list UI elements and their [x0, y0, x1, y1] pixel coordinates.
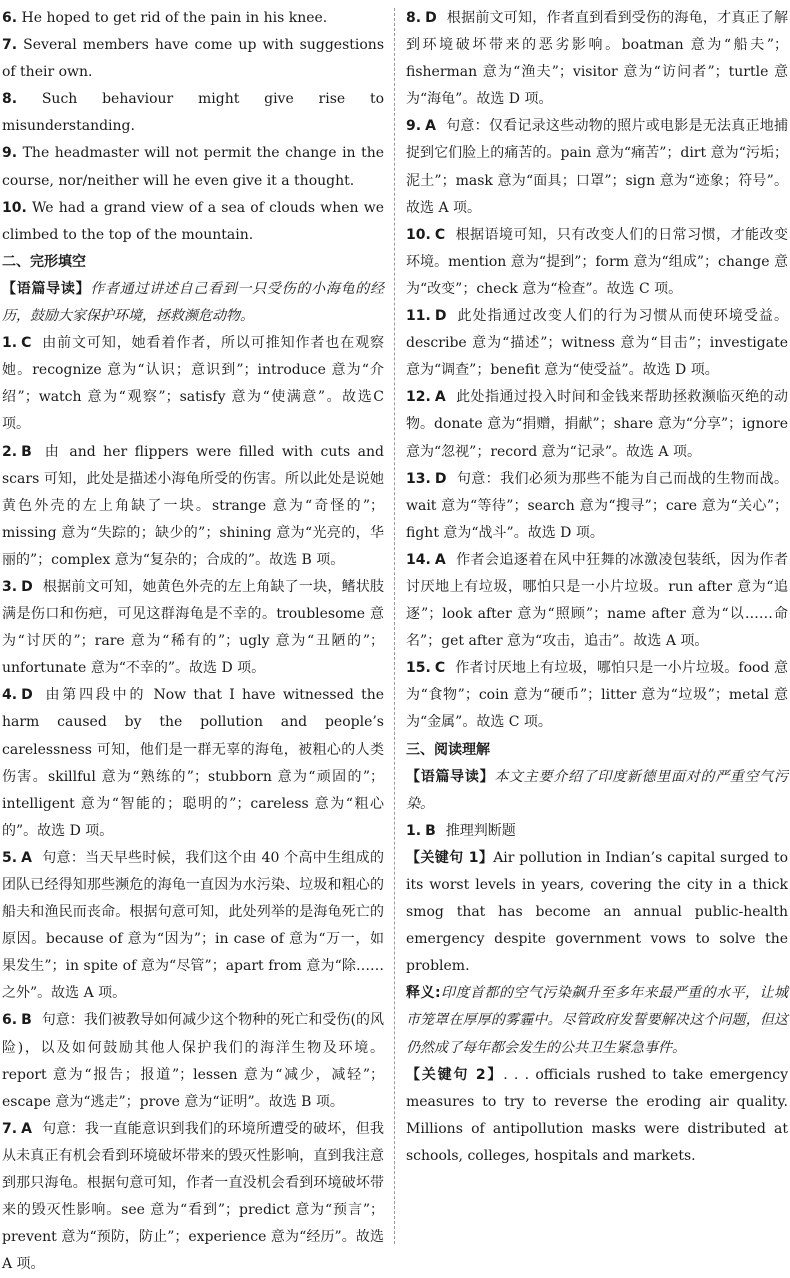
cloze-item: 5. A 句意：当天早些时候，我们这个由 40 个高中生组成的团队已经得知那些濒危的海龟一直因为水污染、垃圾和粗心的船夫和渔民而丧命。根据句意可知，此处列举的是海龟死亡的原因。because of 意为“因为”；in case of 意为“万一，如果发生”；in spite of 意为“尽管”；apart from 意为“除……之外”。故选 A 项。 — [2, 849, 384, 1002]
column-divider — [394, 8, 395, 1244]
cloze-item: 3. D 根据前文可知，她黄色外壳的左上角缺了一块，鳍状肢满是伤口和伤疤，可见这群海龟是不幸的。troublesome 意为“讨厌的”；rare 意为“稀有的”；ugly 意为“丑陋的”；unfortunate 意为“不幸的”。故选 D 项。 — [2, 578, 384, 677]
key-sentence-2: 【关键句 2】. . . officials rushed to take emergency measures to try to reverse the eroding air quality. Millions of antipollution masks were distributed at schools, colleges, hospitals and markets. — [406, 1066, 788, 1164]
reading-question: 1. B 推理判断题 — [406, 822, 516, 839]
cloze-item: 2. B 由 and her flippers were filled with cuts and scars 可知，此处是描述小海龟所受的伤害。所以此处是说她黄色外壳的左上角缺了一块。strange 意为“奇怪的”；missing 意为“失踪的；缺少的”；shining 意为“光亮的，华丽的”；complex 意为“复杂的；合成的”。故选 B 项。 — [2, 443, 384, 568]
translation-item: 7. Several members have come up with suggestions of their own. — [2, 37, 385, 81]
translation-item: 9. The headmaster will not permit the change in the course, nor/neither will he even give it a thought. — [2, 145, 385, 189]
cloze-item: 13. D 句意：我们必须为那些不能为自己而战的生物而战。wait 意为“等待”；search 意为“搜寻”；care 意为“关心”；fight 意为“战斗”。故选 D 项。 — [406, 470, 788, 541]
section-heading-cloze: 二、完形填空 — [2, 253, 86, 270]
cloze-item: 7. A 句意：我一直能意识到我们的环境所遭受的破坏，但我从未真正有机会看到环境破坏带来的毁灭性影响，直到我注意到那只海龟。根据句意可知，作者一直没机会看到环境破坏带来的毁灭性影响。see 意为“看到”；predict 意为“预言”；prevent 意为“预防，防止”；experience 意为“经历”。故选 A 项。 — [2, 1120, 384, 1273]
cloze-item: 14. A 作者会追逐着在风中狂舞的冰激凌包装纸，因为作者讨厌地上有垃圾，哪怕只是一小片垃圾。run after 意为“追逐”；look after 意为“照顾”；name after 意为“以……命名”；get after 意为“攻击，追击”。故选 A 项。 — [406, 551, 788, 650]
translation-item: 10. We had a grand view of a sea of clouds when we climbed to the top of the mountain. — [2, 199, 385, 243]
reading-guide: 【语篇导读】本文主要介绍了印度新德里面对的严重空气污染。 — [406, 768, 789, 812]
key-sentence-1: 【关键句 1】Air pollution in Indian’s capital surged to its worst levels in years, covering the city in a thick smog that has become an annual public-health emergency despite government vows to solve the problem. — [406, 849, 788, 975]
right-column — [406, 5, 788, 1170]
translation-item: 8. Such behaviour might give rise to misunderstanding. — [2, 91, 384, 135]
cloze-item: 9. A 句意：仅看记录这些动物的照片或电影是无法真正地捕捉到它们脸上的痛苦的。pain 意为“痛苦”；dirt 意为“污垢；泥土”；mask 意为“面具；口罩”；sign 意为“迹象；符号”。故选 A 项。 — [406, 118, 788, 216]
cloze-item: 11. D 此处指通过改变人们的行为习惯从而使环境受益。describe 意为“描述”；witness 意为“目击”；investigate 意为“调查”；benefit 意为“使受益”。故选 D 项。 — [406, 308, 788, 379]
cloze-item: 15. C 作者讨厌地上有垃圾，哪怕只是一小片垃圾。food 意为“食物”；coin 意为“硬币”；litter 意为“垃圾”；metal 意为“金属”。故选 C 项。 — [406, 660, 788, 731]
cloze-item: 6. B 句意：我们被教导如何减少这个物种的死亡和受伤(的风险)，以及如何鼓励其他人保护我们的海洋生物及环境。report 意为“报告；报道”；lessen 意为“减少，减轻”；escape 意为“逃走”；prove 意为“证明”。故选 B 项。 — [2, 1012, 384, 1110]
section-heading-reading: 三、阅读理解 — [406, 741, 490, 758]
cloze-item: 1. C 由前文可知，她看着作者，所以可推知作者也在观察她。recognize 意为“认识；意识到”；introduce 意为“介绍”；watch 意为“观察”；satisfy 意为“使满意”。故选C项。 — [2, 335, 384, 433]
cloze-item: 8. D 根据前文可知，作者直到看到受伤的海龟，才真正了解到环境破坏带来的恶劣影响。boatman 意为“船夫”；fisherman 意为“渔夫”；visitor 意为“访问者”；turtle 意为“海龟”。故选 D 项。 — [406, 10, 788, 108]
cloze-item: 10. C 根据语境可知，只有改变人们的日常习惯，才能改变环境。mention 意为“提到”；form 意为“组成”；change 意为“改变”；check 意为“检查”。故选 C 项。 — [406, 226, 788, 297]
cloze-item: 4. D 由第四段中的 Now that I have witnessed the harm caused by the pollution and people’s carelessness 可知，他们是一群无辜的海龟，被粗心的人类伤害。skillful 意为“熟练的”；stubborn 意为“顽固的”；intelligent 意为“智能的；聪明的”；careless 意为“粗心的”。故选 D 项。 — [2, 687, 384, 839]
left-column — [2, 5, 384, 1278]
explanation: 释义:印度首都的空气污染飙升至多年来最严重的水平，让城市笼罩在厚厚的雾霾中。尽管政府发誓要解决这个问题，但这仍然成了每年都会发生的公共卫生紧急事件。 — [406, 985, 788, 1056]
cloze-guide: 【语篇导读】作者通过讲述自己看到一只受伤的小海龟的经历，鼓励大家保护环境，拯救濒危动物。 — [2, 280, 385, 325]
cloze-item: 12. A 此处指通过投入时间和金钱来帮助拯救濒临灭绝的动物。donate 意为“捐赠，捐献”；share 意为“分享”；ignore 意为“忽视”；record 意为“记录”。故选 A 项。 — [406, 389, 788, 460]
translation-item: 6. He hoped to get rid of the pain in his knee. — [2, 10, 328, 26]
